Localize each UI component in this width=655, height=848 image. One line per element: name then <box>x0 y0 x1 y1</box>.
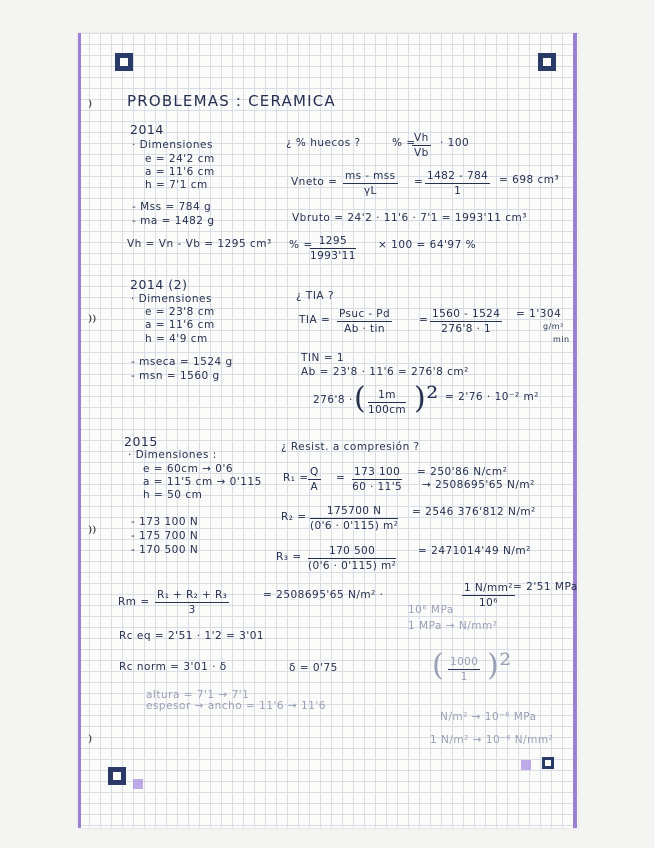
denominator: Ab · tin <box>344 323 385 335</box>
corner-marker-icon <box>538 53 556 71</box>
section-year: 2014 <box>130 122 164 137</box>
r3-fraction <box>308 545 396 572</box>
section-year: 2014 (2) <box>130 277 188 292</box>
equals: = <box>419 314 429 326</box>
mass-msn: - msn = 1560 g <box>131 370 220 382</box>
binder-hole-icon: ⁾ <box>88 97 93 117</box>
question: ¿ TIA ? <box>296 290 335 302</box>
binder-hole-icon: ⁾⁾ <box>88 312 97 332</box>
vh-equation: Vh = Vn - Vb = 1295 cm³ <box>127 238 272 250</box>
percent-label: % = <box>392 137 416 149</box>
conversion-start: 276'8 · <box>313 394 353 406</box>
page-margin-right <box>573 33 577 828</box>
dim-a: a = 11'6 cm <box>145 319 215 331</box>
denominator: (0'6 · 0'115) m² <box>308 560 397 572</box>
numerator: Vh <box>414 132 429 144</box>
mass-mseca: - mseca = 1524 g <box>131 356 233 368</box>
percent-fraction <box>412 132 431 159</box>
denominator: 1 <box>460 671 468 683</box>
r1-fraction <box>308 466 321 493</box>
numerator: 173 100 <box>354 466 401 478</box>
tia-fraction-2 <box>430 308 502 335</box>
mass-ma: - ma = 1482 g <box>132 215 215 227</box>
dim-h: h = 7'1 cm <box>145 179 208 191</box>
corner-marker-icon <box>115 53 133 71</box>
rm-mpa: = 2'51 MPa <box>513 581 578 593</box>
equals: = <box>414 176 424 188</box>
denominator: 10⁶ <box>479 597 498 609</box>
corner-marker-icon <box>542 757 554 769</box>
denominator: γL <box>363 185 377 197</box>
percent-label: % = <box>289 239 313 251</box>
side-note: 1 MPa → N/mm² <box>408 620 498 632</box>
paren-open-icon: ( <box>432 648 445 683</box>
paren-close-icon: )² <box>487 648 512 683</box>
binder-hole-icon: ⁾⁾ <box>88 523 97 543</box>
rm-label: Rm = <box>118 596 150 608</box>
r3-result: = 2471014'49 N/m² <box>418 545 531 557</box>
dim-e: e = 23'8 cm <box>145 306 215 318</box>
denominator: Vb <box>413 147 429 159</box>
pencil-note: espesor → ancho = 11'6 → 11'6 <box>146 700 326 712</box>
vneto-fraction-2 <box>425 170 490 197</box>
dimensions-heading: · Dimensiones <box>131 293 212 305</box>
conversion-fraction <box>368 389 406 416</box>
r3-label: R₃ = <box>276 551 302 563</box>
purple-square-icon <box>521 760 531 770</box>
numerator: R₁ + R₂ + R₃ <box>157 589 228 601</box>
numerator: 1295 <box>310 235 356 249</box>
r2-fraction <box>310 505 398 532</box>
tia-result: = 1'304 <box>516 308 562 320</box>
numerator: 1000 <box>450 656 479 668</box>
rm-result: = 2508695'65 N/m² · <box>263 589 384 601</box>
dimensions-heading: · Dimensiones <box>132 139 213 151</box>
section-year: 2015 <box>124 434 158 449</box>
page-title: PROBLEMAS : CERAMICA <box>127 92 336 110</box>
hollow-fraction <box>310 235 356 262</box>
r1-result: = 250'86 N/cm² <box>417 466 508 478</box>
numerator: 1m <box>368 389 406 403</box>
mass-mss: - Mss = 784 g <box>132 201 212 213</box>
delta-value: δ = 0'75 <box>289 662 338 674</box>
purple-square-icon <box>133 779 143 789</box>
force-1: - 173 100 N <box>131 516 199 528</box>
question: ¿ % huecos ? <box>286 137 361 149</box>
dim-a: a = 11'5 cm → 0'115 <box>143 476 262 488</box>
paren-close-icon: )² <box>414 381 439 416</box>
denominator: 3 <box>188 604 196 616</box>
vneto-result: = 698 cm³ <box>499 174 560 186</box>
numerator: 175700 N <box>310 505 398 519</box>
tia-unit-time: min <box>553 335 570 344</box>
r2-label: R₂ = <box>281 511 307 523</box>
side-note: 1 N/m² → 10⁻⁶ N/mm² <box>430 734 554 746</box>
side-note: N/m² → 10⁻⁶ MPa <box>440 711 537 723</box>
side-fraction <box>448 656 480 683</box>
rc-eq-equation: Rc eq = 2'51 · 1'2 = 3'01 <box>119 630 265 642</box>
denominator: 1993'11 <box>310 250 356 262</box>
hollow-result: × 100 = 64'97 % <box>378 239 477 251</box>
dim-h: h = 50 cm <box>143 489 203 501</box>
dim-e: e = 24'2 cm <box>145 153 215 165</box>
paren-open-icon: ( <box>354 381 367 416</box>
dimensions-heading: · Dimensiones : <box>128 449 217 461</box>
conversion-result: = 2'76 · 10⁻² m² <box>445 391 539 403</box>
rm-fraction-2 <box>462 582 515 609</box>
numerator: Psuc - Pd <box>339 308 391 320</box>
numerator: 1 N/mm² <box>464 582 513 594</box>
rm-fraction <box>155 589 229 616</box>
corner-marker-icon <box>108 767 126 785</box>
dim-e: e = 60cm → 0'6 <box>143 463 234 475</box>
numerator: 1560 - 1524 <box>432 308 501 320</box>
side-note: 10⁶ MPa <box>408 604 454 616</box>
denominator: 60 · 11'5 <box>352 481 403 493</box>
numerator: ms - mss <box>345 170 396 182</box>
denominator: 276'8 · 1 <box>441 323 492 335</box>
force-2: - 175 700 N <box>131 530 199 542</box>
rc-norm-equation: Rc norm = 3'01 · δ <box>119 661 227 673</box>
r1-fraction-2 <box>352 466 402 493</box>
denominator: 1 <box>454 185 462 197</box>
equals: = <box>336 472 346 484</box>
force-3: - 170 500 N <box>131 544 199 556</box>
pencil-note: altura = 7'1 → 7'1 <box>146 689 250 701</box>
tia-label: TIA = <box>299 314 331 326</box>
r1-result-converted: → 2508695'65 N/m² <box>422 479 535 491</box>
vbruto-equation: Vbruto = 24'2 · 11'6 · 7'1 = 1993'11 cm³ <box>292 212 527 224</box>
vneto-label: Vneto = <box>291 176 338 188</box>
denominator: 100cm <box>368 404 407 416</box>
dim-h: h = 4'9 cm <box>145 333 208 345</box>
r2-result: = 2546 376'812 N/m² <box>412 506 536 518</box>
numerator: Q <box>310 466 319 478</box>
denominator: A <box>310 481 319 493</box>
question: ¿ Resist. a compresión ? <box>281 441 420 453</box>
vneto-fraction <box>343 170 398 197</box>
ab-equation: Ab = 23'8 · 11'6 = 276'8 cm² <box>301 366 469 378</box>
tin-value: TIN = 1 <box>301 352 345 364</box>
denominator: (0'6 · 0'115) m² <box>310 520 399 532</box>
page-margin-left <box>78 33 81 828</box>
dim-a: a = 11'6 cm <box>145 166 215 178</box>
binder-hole-icon: ⁾ <box>88 732 93 752</box>
numerator: 170 500 <box>308 545 396 559</box>
numerator: 1482 - 784 <box>427 170 489 182</box>
tia-fraction <box>337 308 392 335</box>
tia-unit: g/m² <box>543 322 564 331</box>
percent-tail: · 100 <box>440 137 470 149</box>
r1-label: R₁ = <box>283 472 309 484</box>
